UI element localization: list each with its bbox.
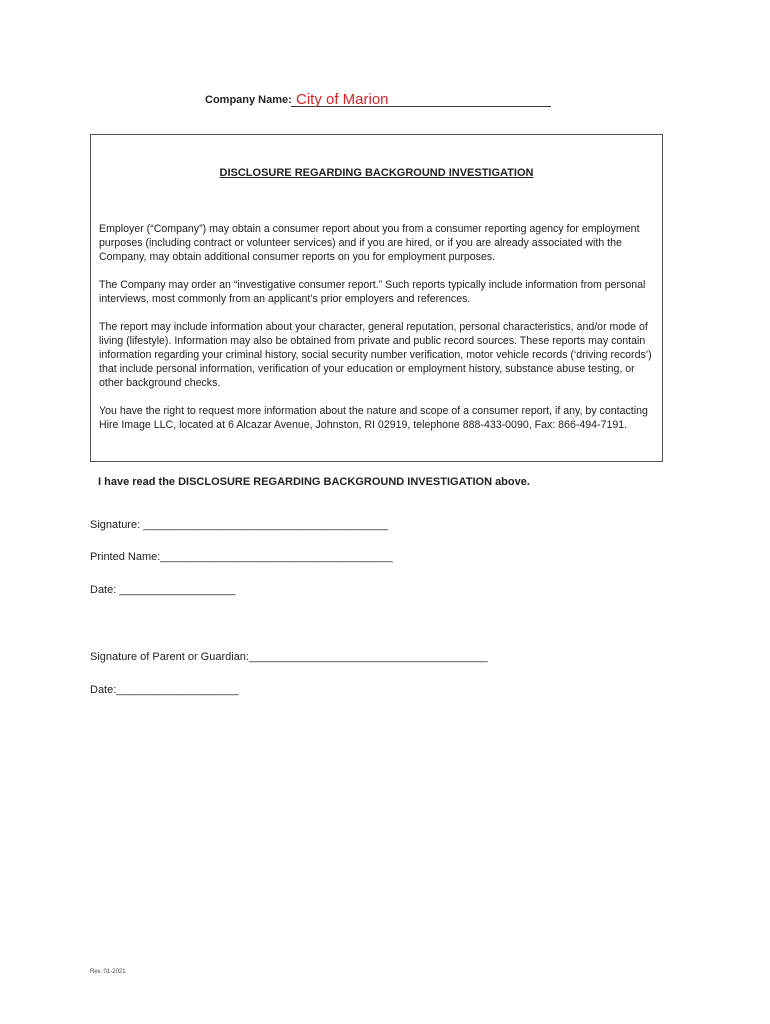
disclosure-paragraph-employer: Employer (“Company”) may obtain a consumer report about you from a consumer reporting agency for employment purposes (including contract or volunteer services) and if you are hired, or if you are already associated with the Company, may obtain additional consumer reports on you for employment purposes. <box>99 223 640 263</box>
signature-field[interactable]: Signature: ________________________________________ <box>90 519 388 531</box>
company-name-field[interactable] <box>291 90 551 107</box>
company-name-label: Company Name: <box>205 94 292 106</box>
revision-label: Rev. 01-2021 <box>90 969 126 975</box>
disclosure-box <box>90 134 663 462</box>
guardian-signature-field[interactable]: Signature of Parent or Guardian:_______________________________________ <box>90 651 488 663</box>
acknowledgement-text: I have read the DISCLOSURE REGARDING BACKGROUND INVESTIGATION above. <box>98 476 530 488</box>
printed-name-field[interactable]: Printed Name:______________________________________ <box>90 551 393 563</box>
date-field[interactable]: Date: ___________________ <box>90 584 236 596</box>
guardian-date-field[interactable]: Date:____________________ <box>90 684 239 696</box>
disclosure-paragraph-right-to-request: You have the right to request more information about the nature and scope of a consumer report, if any, by contacting Hire Image LLC, located at 6 Alcazar Avenue, Johnston, RI 02919, telephone 888-433-0090, Fax: 866-494-7191. <box>99 405 648 431</box>
disclosure-paragraph-report-contents: The report may include information about your character, general reputation, personal characteristics, and/or mode of living (lifestyle). Information may also be obtained from private and public record sources. These reports may contain information regarding your criminal history, social security number verification, motor vehicle records (‘driving records’) that include personal information, verification of your education or employment history, substance abuse testing, or other background checks. <box>99 321 652 389</box>
disclosure-title: DISCLOSURE REGARDING BACKGROUND INVESTIGATION <box>219 167 534 179</box>
disclosure-paragraph-investigative-report: The Company may order an “investigative consumer report.” Such reports typically include information from personal interviews, most commonly from an applicant’s prior employers and references. <box>99 279 646 305</box>
company-name-value: City of Marion <box>296 91 389 108</box>
